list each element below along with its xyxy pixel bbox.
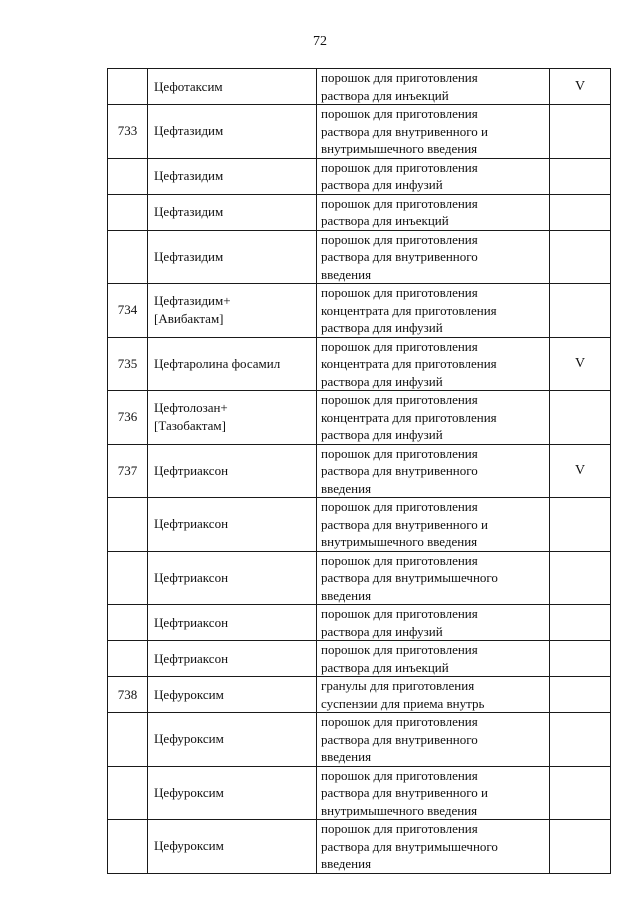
drug-name-line: Цефтриаксон bbox=[154, 614, 229, 630]
vital-mark-cell: V bbox=[550, 444, 611, 498]
dosage-form-line: раствора для внутривенного bbox=[321, 731, 478, 747]
dosage-form-line: порошок для приготовления bbox=[321, 642, 478, 657]
vital-mark-cell bbox=[550, 391, 611, 445]
drug-name-cell bbox=[148, 641, 317, 677]
vital-mark-cell bbox=[550, 820, 611, 874]
row-number-cell bbox=[108, 551, 148, 605]
vital-mark-cell bbox=[550, 230, 611, 284]
dosage-form-line: раствора для внутримышечного bbox=[321, 570, 498, 585]
dosage-form-line: раствора для внутривенного и bbox=[321, 516, 488, 532]
table-row bbox=[108, 713, 611, 767]
dosage-form-line: раствора для инфузий bbox=[321, 177, 443, 192]
row-number-cell: 737 bbox=[108, 444, 148, 498]
table-row bbox=[108, 605, 611, 641]
drug-table bbox=[107, 68, 611, 874]
drug-name-cell bbox=[148, 337, 317, 391]
drug-name-cell bbox=[148, 444, 317, 498]
dosage-form-cell bbox=[317, 444, 550, 498]
table-row bbox=[108, 158, 611, 194]
dosage-form-line: порошок для приготовления bbox=[321, 445, 478, 461]
drug-name-cell bbox=[148, 105, 317, 159]
dosage-form-line: раствора для инъекций bbox=[321, 659, 449, 675]
dosage-form-cell bbox=[317, 158, 550, 194]
dosage-form-line: раствора для внутримышечного bbox=[321, 838, 498, 854]
dosage-form-line: концентрата для приготовления bbox=[321, 302, 497, 318]
vital-mark-cell bbox=[550, 641, 611, 677]
drug-name-cell bbox=[148, 230, 317, 284]
drug-name-line: Цефтазидим+ bbox=[154, 293, 231, 309]
dosage-form-cell bbox=[317, 194, 550, 230]
dosage-form-line: раствора для инфузий bbox=[321, 427, 443, 442]
dosage-form-line: порошок для приготовления bbox=[321, 231, 478, 247]
dosage-form-line: порошок для приготовления bbox=[321, 70, 478, 85]
vital-mark-cell bbox=[550, 713, 611, 767]
vital-mark-cell bbox=[550, 105, 611, 159]
drug-name-line: Цефуроксим bbox=[154, 686, 224, 702]
drug-name-line: Цефуроксим bbox=[154, 838, 224, 854]
row-number-cell bbox=[108, 641, 148, 677]
dosage-form-cell bbox=[317, 677, 550, 713]
dosage-form-line: порошок для приготовления bbox=[321, 606, 478, 621]
dosage-form-line: порошок для приготовления bbox=[321, 285, 478, 300]
dosage-form-line: порошок для приготовления bbox=[321, 552, 478, 568]
row-number-cell bbox=[108, 158, 148, 194]
table-row bbox=[108, 820, 611, 874]
vital-mark-cell bbox=[550, 284, 611, 338]
dosage-form-line: порошок для приготовления bbox=[321, 392, 478, 407]
dosage-form-line: порошок для приготовления bbox=[321, 106, 478, 121]
dosage-form-line: введения bbox=[321, 749, 372, 764]
dosage-form-cell bbox=[317, 766, 550, 820]
dosage-form-cell bbox=[317, 551, 550, 605]
table-row bbox=[108, 69, 611, 105]
table-row bbox=[108, 641, 611, 677]
dosage-form-line: введения bbox=[321, 856, 372, 871]
drug-name-line: Цефтриаксон bbox=[154, 569, 229, 585]
drug-name-line: Цефтриаксон bbox=[154, 462, 229, 478]
drug-name-line: Цефтазидим bbox=[154, 204, 224, 219]
table-row bbox=[108, 105, 611, 159]
row-number-cell: 736 bbox=[108, 391, 148, 445]
table-row bbox=[108, 194, 611, 230]
row-number-cell bbox=[108, 713, 148, 767]
dosage-form-line: гранулы для приготовления bbox=[321, 678, 475, 693]
drug-name-line: Цефтазидим bbox=[154, 248, 224, 264]
row-number-cell bbox=[108, 820, 148, 874]
drug-name-cell bbox=[148, 284, 317, 338]
table-row bbox=[108, 337, 611, 391]
dosage-form-line: раствора для внутривенного и bbox=[321, 785, 488, 800]
dosage-form-cell bbox=[317, 605, 550, 641]
table-row bbox=[108, 677, 611, 713]
dosage-form-cell bbox=[317, 641, 550, 677]
table-row bbox=[108, 391, 611, 445]
vital-mark-cell bbox=[550, 551, 611, 605]
dosage-form-line: внутримышечного введения bbox=[321, 141, 478, 156]
table-row bbox=[108, 766, 611, 820]
dosage-form-line: раствора для инъекций bbox=[321, 213, 449, 228]
drug-name-line: Цефтриаксон bbox=[154, 650, 229, 666]
dosage-form-line: порошок для приготовления bbox=[321, 338, 478, 354]
row-number-cell bbox=[108, 69, 148, 105]
dosage-form-cell bbox=[317, 69, 550, 105]
dosage-form-line: внутримышечного введения bbox=[321, 534, 478, 549]
drug-name-line: Цефтазидим bbox=[154, 123, 224, 139]
row-number-cell: 738 bbox=[108, 677, 148, 713]
drug-name-line: [Тазобактам] bbox=[154, 418, 226, 434]
row-number-cell bbox=[108, 605, 148, 641]
row-number-cell bbox=[108, 230, 148, 284]
drug-name-cell bbox=[148, 391, 317, 445]
drug-name-line: Цефуроксим bbox=[154, 784, 224, 800]
drug-name-cell bbox=[148, 605, 317, 641]
dosage-form-cell bbox=[317, 498, 550, 552]
dosage-form-line: введения bbox=[321, 480, 372, 496]
dosage-form-line: концентрата для приготовления bbox=[321, 356, 497, 371]
dosage-form-line: концентрата для приготовления bbox=[321, 409, 497, 425]
drug-name-line: Цефотаксим bbox=[154, 78, 223, 94]
page-number: 72 bbox=[313, 34, 327, 49]
row-number-cell: 734 bbox=[108, 284, 148, 338]
dosage-form-cell bbox=[317, 713, 550, 767]
dosage-form-line: раствора для инфузий bbox=[321, 623, 443, 639]
drug-name-cell bbox=[148, 158, 317, 194]
drug-name-line: [Авибактам] bbox=[154, 311, 224, 327]
dosage-form-line: порошок для приготовления bbox=[321, 159, 478, 175]
row-number-cell: 733 bbox=[108, 105, 148, 159]
table-row bbox=[108, 284, 611, 338]
drug-name-cell bbox=[148, 713, 317, 767]
drug-name-cell bbox=[148, 69, 317, 105]
vital-mark-cell bbox=[550, 194, 611, 230]
table-row bbox=[108, 444, 611, 498]
vital-mark-cell: V bbox=[550, 337, 611, 391]
drug-name-line: Цефтриаксон bbox=[154, 516, 229, 532]
table-row bbox=[108, 498, 611, 552]
vital-mark-cell bbox=[550, 677, 611, 713]
drug-table-body bbox=[108, 69, 611, 874]
vital-mark-cell: V bbox=[550, 69, 611, 105]
dosage-form-line: раствора для внутривенного bbox=[321, 249, 478, 264]
row-number-cell bbox=[108, 498, 148, 552]
dosage-form-line: порошок для приготовления bbox=[321, 714, 478, 729]
dosage-form-line: порошок для приготовления bbox=[321, 499, 478, 514]
drug-name-cell bbox=[148, 677, 317, 713]
drug-name-line: Цефтазидим bbox=[154, 168, 224, 183]
vital-mark-cell bbox=[550, 605, 611, 641]
drug-name-line: Цефтаролина фосамил bbox=[154, 355, 281, 371]
dosage-form-line: введения bbox=[321, 266, 372, 282]
dosage-form-line: порошок для приготовления bbox=[321, 821, 478, 836]
dosage-form-line: суспензии для приема внутрь bbox=[321, 695, 485, 711]
dosage-form-line: раствора для внутривенного и bbox=[321, 123, 488, 139]
drug-name-cell bbox=[148, 766, 317, 820]
dosage-form-line: порошок для приготовления bbox=[321, 767, 478, 783]
dosage-form-line: раствора для внутривенного bbox=[321, 463, 478, 478]
dosage-form-cell bbox=[317, 284, 550, 338]
drug-name-cell bbox=[148, 194, 317, 230]
vital-mark-cell bbox=[550, 158, 611, 194]
dosage-form-cell bbox=[317, 337, 550, 391]
dosage-form-cell bbox=[317, 391, 550, 445]
dosage-form-line: раствора для инъекций bbox=[321, 87, 449, 103]
dosage-form-line: порошок для приготовления bbox=[321, 195, 478, 211]
dosage-form-cell bbox=[317, 820, 550, 874]
drug-name-cell bbox=[148, 820, 317, 874]
table-row bbox=[108, 551, 611, 605]
dosage-form-line: раствора для инфузий bbox=[321, 373, 443, 389]
row-number-cell bbox=[108, 766, 148, 820]
row-number-cell: 735 bbox=[108, 337, 148, 391]
dosage-form-cell bbox=[317, 105, 550, 159]
drug-name-cell bbox=[148, 498, 317, 552]
vital-mark-cell bbox=[550, 498, 611, 552]
dosage-form-line: введения bbox=[321, 587, 372, 603]
drug-name-cell bbox=[148, 551, 317, 605]
drug-name-line: Цефтолозан+ bbox=[154, 400, 228, 416]
table-row bbox=[108, 230, 611, 284]
drug-name-line: Цефуроксим bbox=[154, 731, 224, 747]
dosage-form-cell bbox=[317, 230, 550, 284]
row-number-cell bbox=[108, 194, 148, 230]
dosage-form-line: раствора для инфузий bbox=[321, 320, 443, 335]
dosage-form-line: внутримышечного введения bbox=[321, 802, 478, 818]
vital-mark-cell bbox=[550, 766, 611, 820]
